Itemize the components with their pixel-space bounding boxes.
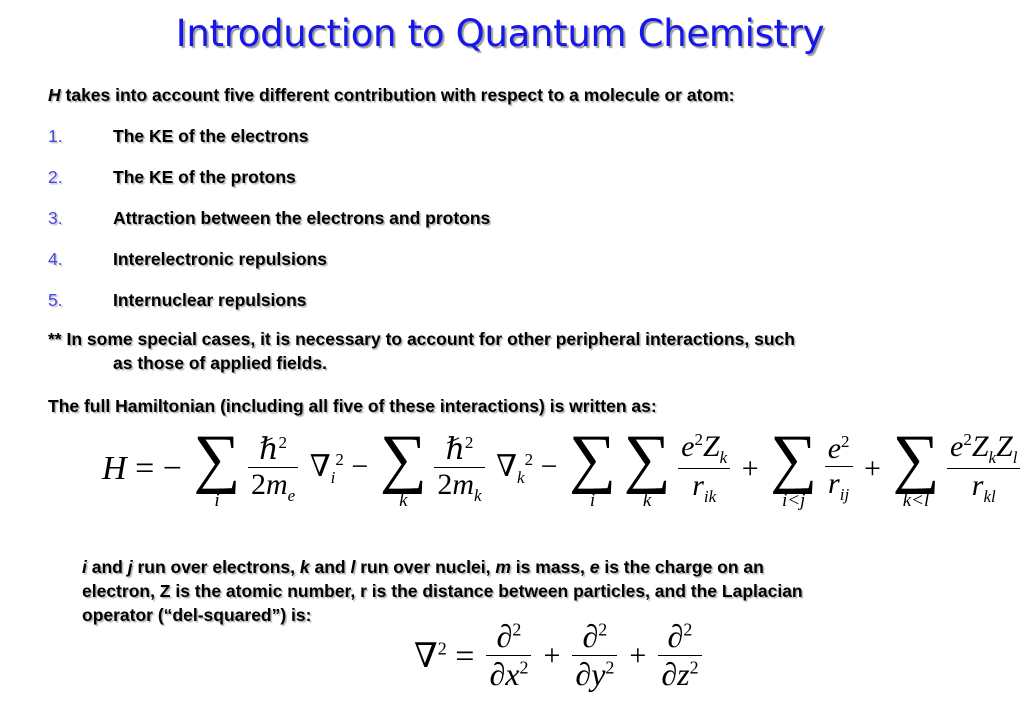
list-item: Internuclear repulsions <box>113 290 307 310</box>
list-number: 4. <box>48 249 63 269</box>
hamiltonian-equation: H = − ∑ i $\frac{\hbar^2}{2m_e}$ $\nabla_i^2$ − ∑ k $\frac{\hbar^2}{2m_k}$ $\nabla_k^2$ − ∑ i ∑ k $\frac{e^2Z_k}{r_{ik}}$ + ∑ i<j $\frac{e^2}{r_{ij}}$ + ∑ k<l $\frac{e^2Z_kZ_l}{r_{kl}}$ <box>98 428 1020 510</box>
slide-title: Introduction to Quantum Chemistry <box>175 12 825 55</box>
intro-line <box>48 85 735 106</box>
intro-text: takes into account five different contribution with respect to a molecule or atom: <box>60 85 735 105</box>
def-line-2: operator (“del-squared”) is: <box>82 605 312 625</box>
list-number: 2. <box>48 167 63 187</box>
full-hamiltonian-line: The full Hamiltonian (including all five of these interactions) is written as: <box>48 396 657 416</box>
def-line-1: electron, Z is the atomic number, r is the distance between particles, and the Laplacian <box>82 581 803 601</box>
intro-h: H <box>48 85 61 105</box>
list-item: Interelectronic repulsions <box>113 249 327 269</box>
def-line-0: i and j run over electrons, k and l run over nuclei, m is mass, e is the charge on an <box>82 557 764 577</box>
note-line-1: ** In some special cases, it is necessary to account for other peripheral interactions, such <box>48 329 795 349</box>
note-line-2: as those of applied fields. <box>113 353 327 373</box>
list-number: 3. <box>48 208 63 228</box>
list-number: 1. <box>48 126 63 146</box>
list-item: Attraction between the electrons and protons <box>113 208 491 228</box>
list-item: The KE of the protons <box>113 167 296 187</box>
list-item: The KE of the electrons <box>113 126 309 146</box>
list-number: 5. <box>48 290 63 310</box>
laplacian-equation: ∇$^2$ = $\frac{\partial^2}{\partial x^2}$ + $\frac{\partial^2}{\partial y^2}$ + $\frac{\partial^2}{\partial z^2}$ <box>410 618 702 693</box>
